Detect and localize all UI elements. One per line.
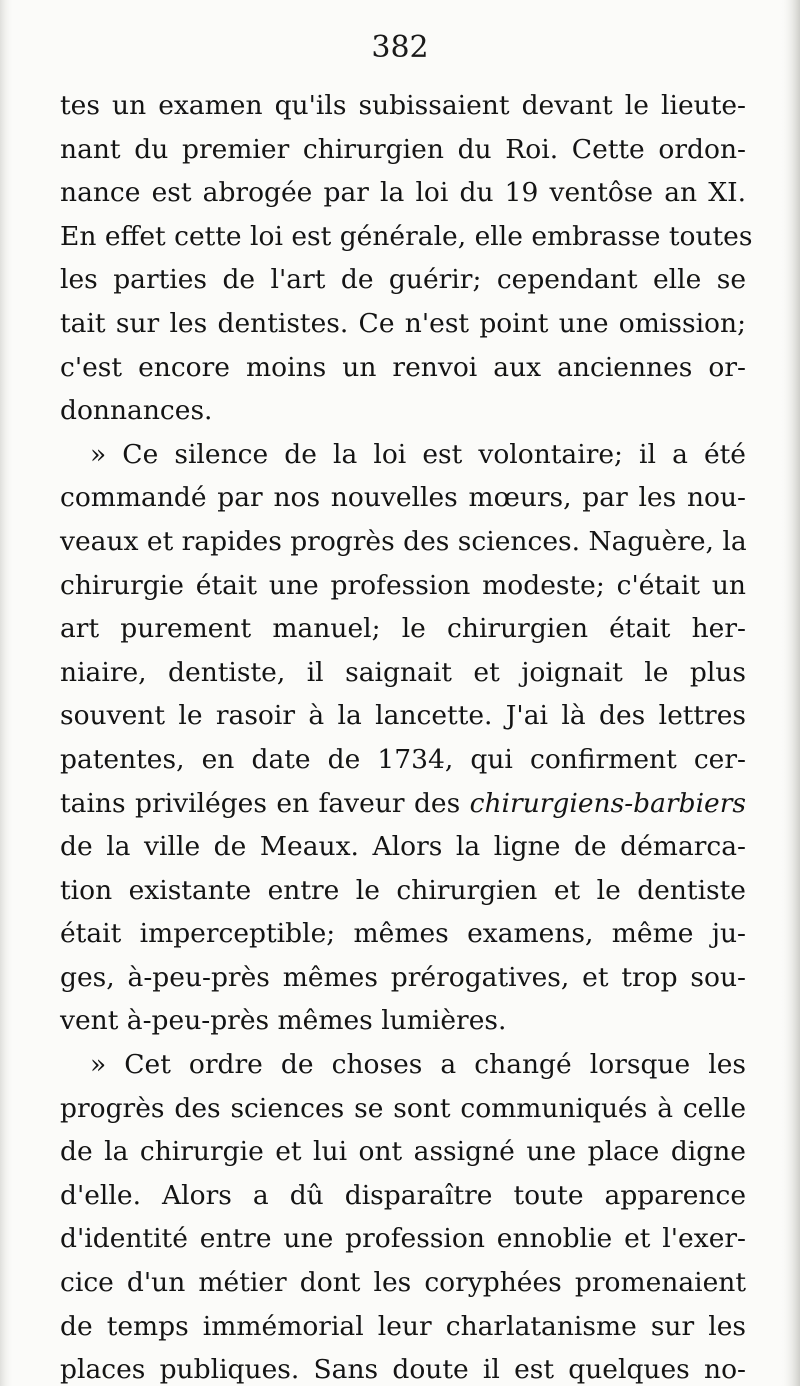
text-line: de temps immémorial leur charlatanisme sur les bbox=[60, 1310, 746, 1342]
text-line: tait sur les dentistes. Ce n'est point une omission; bbox=[60, 307, 746, 339]
text-line-segment: tains priviléges en faveur des bbox=[60, 787, 470, 819]
text-line: ges, à-peu-près mêmes prérogatives, et trop sou- bbox=[60, 961, 746, 993]
text-line: tes un examen qu'ils subissaient devant le lieute- bbox=[60, 90, 746, 121]
text-line: En effet cette loi est générale, elle embrasse toutes bbox=[60, 220, 753, 252]
text-line: de la ville de Meaux. Alors la ligne de démarca- bbox=[60, 831, 746, 863]
text-line: veaux et rapides progrès des sciences. Naguère, la bbox=[60, 525, 747, 557]
body-text bbox=[60, 84, 753, 1386]
text-line: souvent le rasoir à la lancette. J'ai là des lettres bbox=[60, 700, 746, 732]
text-line: donnances. bbox=[60, 395, 213, 427]
text-line: c'est encore moins un renvoi aux anciennes or- bbox=[60, 351, 746, 383]
text-line: les parties de l'art de guérir; cependant elle se bbox=[60, 264, 746, 296]
text-line: tion existante entre le chirurgien et le dentiste bbox=[60, 874, 746, 906]
text-line: patentes, en date de 1734, qui confirment cer- bbox=[60, 743, 746, 775]
text-line: nant du premier chirurgien du Roi. Cette ordon- bbox=[60, 133, 746, 165]
text-line: progrès des sciences se sont communiqués à celle bbox=[60, 1092, 746, 1124]
text-line: nance est abrogée par la loi du 19 ventôse an XI. bbox=[60, 177, 746, 209]
page-number: 382 bbox=[371, 30, 429, 65]
text-line: vent à-peu-près mêmes lumières. bbox=[60, 1005, 507, 1037]
text-line: art purement manuel; le chirurgien était her- bbox=[60, 613, 746, 645]
text-line: d'identité entre une profession ennoblie et l'exer- bbox=[60, 1223, 746, 1255]
text-line: était imperceptible; mêmes examens, même ju- bbox=[60, 918, 746, 950]
text-line: places publiques. Sans doute il est quelques no- bbox=[60, 1354, 746, 1386]
text-line: chirurgie était une profession modeste; c'était un bbox=[60, 569, 746, 601]
text-line: commandé par nos nouvelles mœurs, par les nou- bbox=[60, 482, 746, 514]
text-line: niaire, dentiste, il saignait et joignait le plus bbox=[60, 656, 746, 688]
text-line: de la chirurgie et lui ont assigné une place digne bbox=[60, 1136, 746, 1168]
text-line: » Cet ordre de choses a changé lorsque les bbox=[90, 1049, 746, 1081]
text-line: » Ce silence de la loi est volontaire; il a été bbox=[90, 438, 746, 470]
italic-term: chirurgiens-barbiers bbox=[469, 787, 746, 819]
text-line: cice d'un métier dont les coryphées promenaient bbox=[60, 1267, 746, 1299]
text-line bbox=[60, 782, 746, 826]
text-line: d'elle. Alors a dû disparaître toute apparence bbox=[60, 1179, 746, 1211]
